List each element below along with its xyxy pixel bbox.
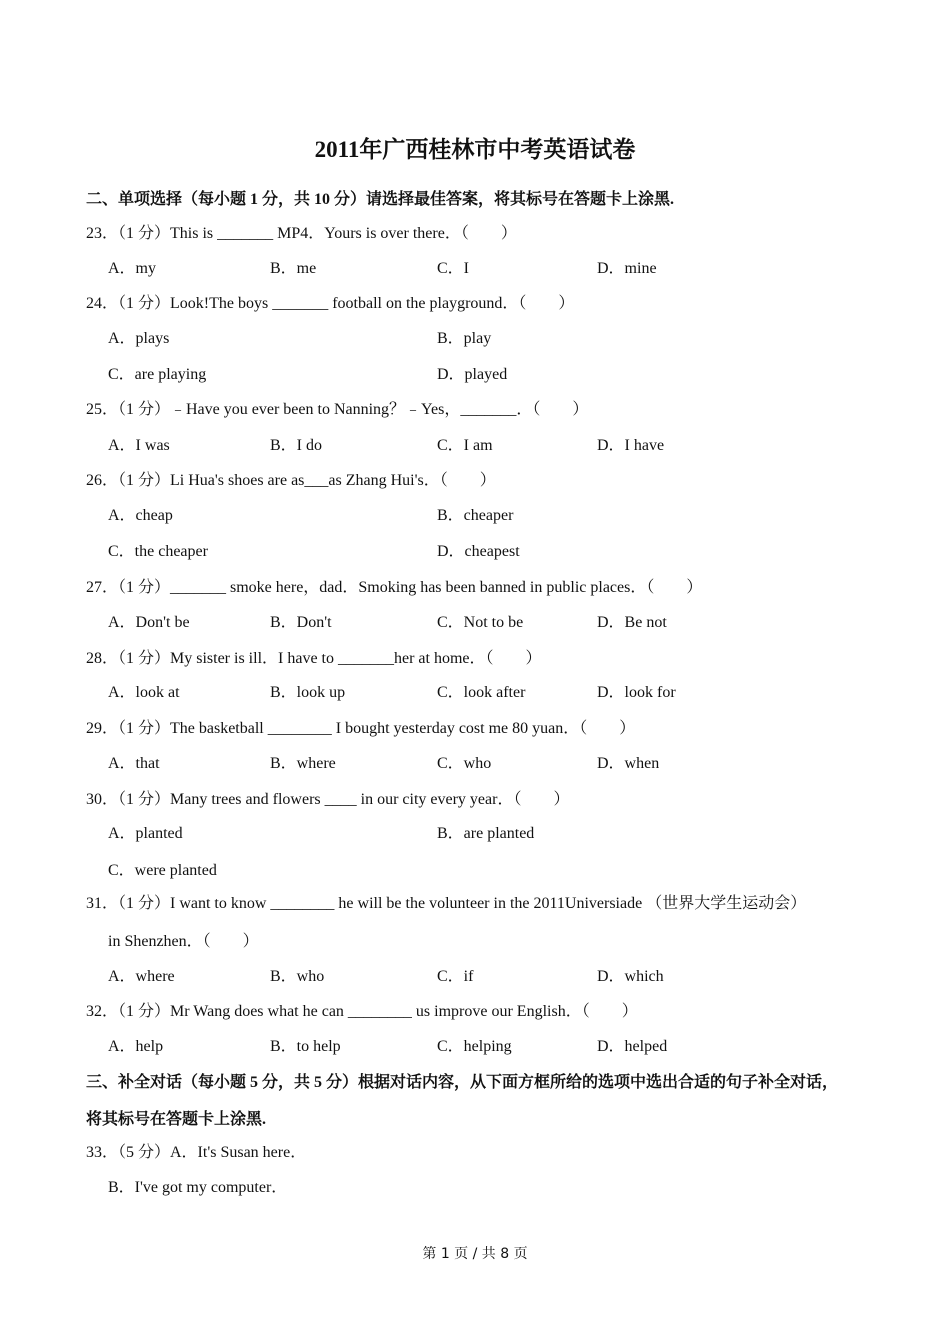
question-23-stem: 23．（1 分）This is _______ MP4．Yours is over there．（ ）: [86, 225, 517, 242]
q31-option-a[interactable]: A．where: [108, 968, 175, 985]
q28-option-c[interactable]: C．look after: [437, 684, 526, 701]
q29-option-c[interactable]: C．who: [437, 755, 492, 772]
question-33-stem: 33．（5 分）A．It's Susan here．: [86, 1144, 307, 1161]
q26-option-a[interactable]: A．cheap: [108, 507, 173, 524]
question-31-stem-cont: in Shenzhen．（ ）: [108, 933, 259, 950]
q32-option-b[interactable]: B．to help: [270, 1038, 341, 1055]
q29-option-a[interactable]: A．that: [108, 755, 160, 772]
q27-option-d[interactable]: D．Be not: [597, 614, 667, 631]
q32-option-d[interactable]: D．helped: [597, 1038, 668, 1055]
q32-option-c[interactable]: C．helping: [437, 1038, 512, 1055]
question-29-stem: 29．（1 分）The basketball ________ I bought yesterday cost me 80 yuan．（ ）: [86, 720, 636, 737]
q25-option-b[interactable]: B．I do: [270, 437, 323, 454]
q26-option-d[interactable]: D．cheapest: [437, 543, 520, 560]
q25-option-d[interactable]: D．I have: [597, 437, 665, 454]
q31-option-d[interactable]: D．which: [597, 968, 664, 985]
section-heading-3-cont: 将其标号在答题卡上涂黑.: [86, 1111, 267, 1128]
q30-option-c[interactable]: C．were planted: [108, 862, 217, 879]
q28-option-b[interactable]: B．look up: [270, 684, 346, 701]
q29-option-d[interactable]: D．when: [597, 755, 660, 772]
q24-option-c[interactable]: C．are playing: [108, 366, 207, 383]
q24-option-d[interactable]: D．played: [437, 366, 508, 383]
q29-option-b[interactable]: B．where: [270, 755, 336, 772]
question-24-stem: 24．（1 分）Look!The boys _______ football on the playground．（ ）: [86, 295, 575, 312]
q27-option-c[interactable]: C．Not to be: [437, 614, 524, 631]
question-30-stem: 30．（1 分）Many trees and flowers ____ in our city every year．（ ）: [86, 791, 570, 808]
q30-option-b[interactable]: B．are planted: [437, 825, 535, 842]
q27-option-b[interactable]: B．Don't: [270, 614, 332, 631]
q25-option-a[interactable]: A．I was: [108, 437, 170, 454]
q27-option-a[interactable]: A．Don't be: [108, 614, 190, 631]
question-28-stem: 28．（1 分）My sister is ill．I have to _______her at home．（ ）: [86, 650, 542, 667]
q24-option-b[interactable]: B．play: [437, 330, 492, 347]
q31-option-c[interactable]: C．if: [437, 968, 474, 985]
page-footer: 第 1 页 / 共 8 页: [422, 1246, 528, 1262]
question-31-stem: 31．（1 分）I want to know ________ he will be the volunteer in the 2011Universiade （世界大学生运动会）: [86, 895, 807, 912]
q31-option-b[interactable]: B．who: [270, 968, 325, 985]
question-27-stem: 27．（1 分）_______ smoke here，dad．Smoking has been banned in public places．（ ）: [86, 579, 703, 596]
q30-option-a[interactable]: A．planted: [108, 825, 183, 842]
q26-option-c[interactable]: C．the cheaper: [108, 543, 208, 560]
question-32-stem: 32．（1 分）Mr Wang does what he can ________ us improve our English．（ ）: [86, 1003, 638, 1020]
q28-option-a[interactable]: A．look at: [108, 684, 180, 701]
q24-option-a[interactable]: A．plays: [108, 330, 170, 347]
q32-option-a[interactable]: A．help: [108, 1038, 164, 1055]
section-heading-3: 三、补全对话（每小题 5 分，共 5 分）根据对话内容，从下面方框所给的选项中选出合适的句子补全对话，: [86, 1074, 839, 1091]
page-title: 2011年广西桂林市中考英语试卷: [314, 137, 636, 162]
q26-option-b[interactable]: B．cheaper: [437, 507, 514, 524]
q28-option-d[interactable]: D．look for: [597, 684, 676, 701]
question-25-stem: 25．（1 分）﹣Have you ever been to Nanning？﹣Yes，_______．（ ）: [86, 401, 589, 418]
q23-option-d[interactable]: D．mine: [597, 260, 657, 277]
question-26-stem: 26．（1 分）Li Hua's shoes are as___as Zhang Hui's．（ ）: [86, 472, 496, 489]
q33-option-b: B．I've got my computer．: [108, 1179, 288, 1196]
section-heading-2: 二、单项选择（每小题 1 分，共 10 分）请选择最佳答案，将其标号在答题卡上涂黑.: [86, 191, 675, 208]
q25-option-c[interactable]: C．I am: [437, 437, 493, 454]
q23-option-c[interactable]: C．I: [437, 260, 470, 277]
q23-option-a[interactable]: A．my: [108, 260, 157, 277]
q23-option-b[interactable]: B．me: [270, 260, 317, 277]
